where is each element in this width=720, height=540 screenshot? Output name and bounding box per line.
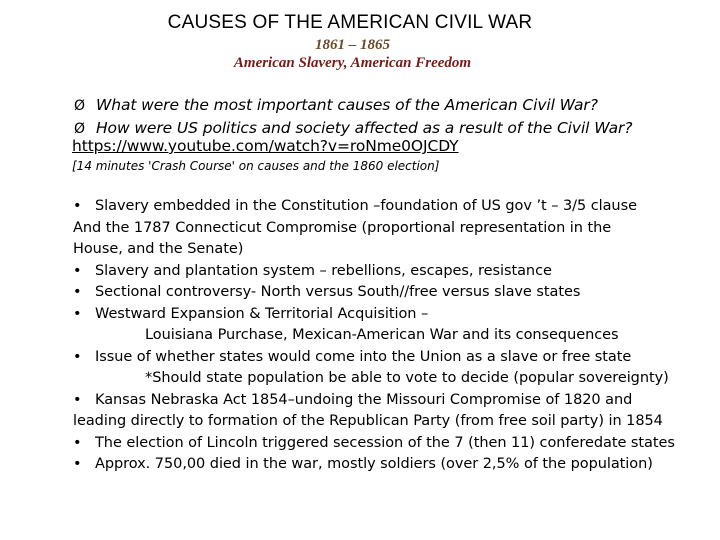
video-note: [14 minutes 'Crash Course' on causes and the 1860 election] <box>72 159 440 173</box>
bullet-icon: • <box>73 262 82 279</box>
list-item-text: Westward Expansion & Territorial Acquisition – <box>95 305 429 322</box>
bullet-icon: • <box>73 434 82 451</box>
list-item <box>73 390 713 412</box>
list-item-continuation: House, and the Senate) <box>73 241 244 257</box>
list-item-text: The election of Lincoln triggered secession of the 7 (then 11) conferedate states <box>95 434 675 451</box>
bullet-icon: • <box>73 198 82 214</box>
bullet-icon: • <box>73 456 82 472</box>
bullet-icon: • <box>73 305 82 322</box>
arrow-bullet-icon: Ø <box>74 121 85 137</box>
list-item-text: Slavery embedded in the Constitution –foundation of US gov ’t – 3/5 clause <box>95 198 637 214</box>
list-item-text: Slavery and plantation system – rebellions, escapes, resistance <box>95 262 552 279</box>
bullet-icon: • <box>73 391 82 408</box>
question-item <box>74 94 714 117</box>
list-subitem: Louisiana Purchase, Mexican-American War and its consequences <box>145 327 619 343</box>
bullet-icon: • <box>73 348 82 365</box>
list-item <box>73 347 713 369</box>
list-item <box>73 433 713 455</box>
video-link[interactable]: https://www.youtube.com/watch?v=roNme0OJCDY <box>72 137 459 155</box>
cause-list <box>73 196 713 476</box>
list-item <box>73 304 713 326</box>
question-text: How were US politics and society affected as a result of the Civil War? <box>96 119 633 137</box>
list-item-text: Sectional controversy- North versus South//free versus slave states <box>95 284 581 300</box>
list-subitem: *Should state population be able to vote to decide (popular sovereignty) <box>145 370 669 386</box>
list-item-continuation: leading directly to formation of the Republican Party (from free soil party) in 1854 <box>73 413 663 429</box>
bullet-icon: • <box>73 284 82 300</box>
list-item-text: Approx. 750,00 died in the war, mostly soldiers (over 2,5% of the population) <box>95 456 653 472</box>
question-list <box>74 94 714 140</box>
page-subtitle: American Slavery, American Freedom <box>233 55 472 71</box>
list-item-text: Issue of whether states would come into the Union as a slave or free state <box>95 348 632 365</box>
list-item-text: Kansas Nebraska Act 1854–undoing the Missouri Compromise of 1820 and <box>95 391 633 408</box>
list-item <box>73 454 713 476</box>
list-item <box>73 196 713 218</box>
question-text: What were the most important causes of the American Civil War? <box>96 96 598 114</box>
list-item <box>73 261 713 283</box>
page-title: CAUSES OF THE AMERICAN CIVIL WAR <box>167 12 533 33</box>
date-range: 1861 – 1865 <box>315 37 390 53</box>
list-item <box>73 282 713 304</box>
arrow-bullet-icon: Ø <box>74 98 85 114</box>
list-item-continuation: And the 1787 Connecticut Compromise (proportional representation in the <box>73 219 612 236</box>
